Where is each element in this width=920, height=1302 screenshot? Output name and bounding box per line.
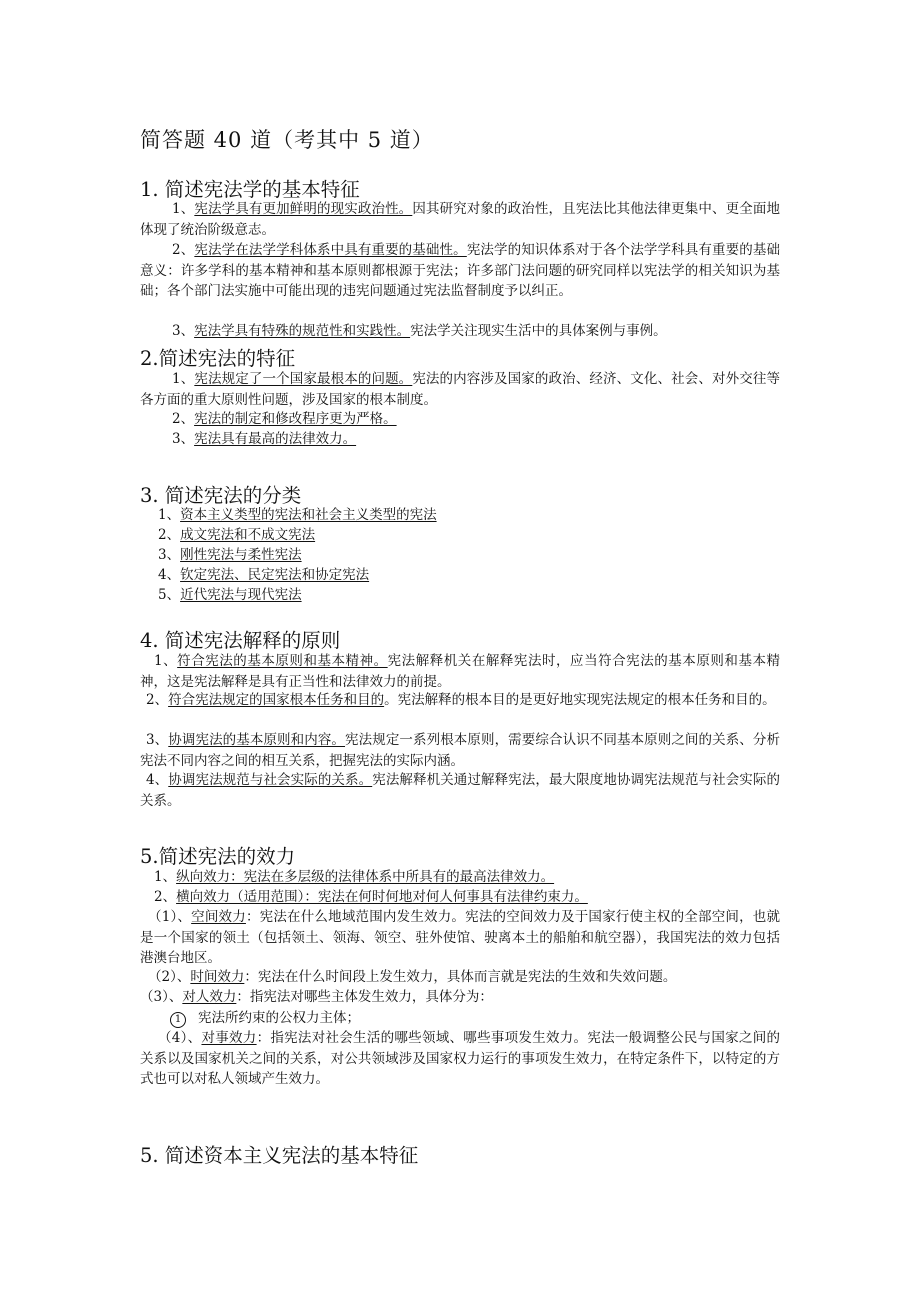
section-2-paragraph-2: 2、宪法的制定和修改程序更为严格。 (172, 411, 397, 427)
underlined-key-point: 宪法的制定和修改程序更为严格。 (194, 411, 397, 427)
temporal-effect-paragraph: （2）、时间效力：宪法在什么时间段上发生效力，具体而言就是宪法的生效和失效问题。 (148, 969, 677, 985)
circled-number-marker: 1 (170, 1012, 186, 1028)
section-1-heading: 1. 简述宪法学的基本特征 (140, 178, 360, 201)
personal-effect-paragraph: （3）、对人效力：指宪法对哪些主体发生效力，具体分为： (140, 989, 493, 1005)
personal-effect-sub-item: 1 宪法所约束的公权力主体； (140, 1008, 780, 1029)
classification-list-item: 3、刚性宪法与柔性宪法 (158, 547, 302, 563)
classification-list-item: 1、资本主义类型的宪法和社会主义类型的宪法 (158, 507, 437, 523)
section-1-paragraph-3: 3、宪法学具有特殊的规范性和实践性。宪法学关注现实生活中的具体案例与事例。 (172, 323, 667, 339)
classification-list-item: 5、近代宪法与现代宪法 (158, 587, 302, 603)
underlined-key-point: 时间效力 (190, 969, 245, 985)
classification-list-item: 4、钦定宪法、民定宪法和协定宪法 (158, 567, 370, 583)
section-6-heading: 5. 简述资本主义宪法的基本特征 (140, 1144, 419, 1167)
underlined-key-point: 纵向效力：宪法在多层级的法律体系中所具有的最高法律效力。 (176, 869, 555, 885)
underlined-key-point: 协调宪法的基本原则和内容。 (168, 732, 346, 748)
underlined-key-point: 协调宪法规范与社会实际的关系。 (168, 772, 373, 788)
section-3-heading: 3. 简述宪法的分类 (140, 484, 302, 507)
underlined-key-point: 宪法学具有特殊的规范性和实践性。 (194, 323, 411, 339)
underlined-key-point: 宪法规定了一个国家最根本的问题。 (194, 371, 413, 387)
section-5-heading: 5.简述宪法的效力 (140, 845, 296, 868)
section-4-heading: 4. 简述宪法解释的原则 (140, 629, 341, 652)
underlined-key-point: 横向效力（适用范围）：宪法在何时何地对何人何事具有法律约束力。 (176, 889, 588, 905)
underlined-key-point: 符合宪法的基本原则和基本精神。 (177, 653, 388, 669)
underlined-key-point: 宪法具有最高的法律效力。 (194, 431, 357, 447)
underlined-key-point: 符合宪法规定的国家根本任务和目的 (168, 692, 385, 708)
underlined-key-point: 对人效力 (182, 989, 237, 1005)
underlined-key-point: 对事效力 (201, 1030, 257, 1046)
section-4-paragraph-4: 4、协调宪法规范与社会实际的关系。宪法解释机关通过解释宪法，最大限度地协调宪法规范与社会实际的关系。 (140, 772, 780, 809)
section-5-paragraph-2: 2、横向效力（适用范围）：宪法在何时何地对何人何事具有法律约束力。 (154, 889, 588, 905)
section-1-paragraph-2: 2、宪法学在法学学科体系中具有重要的基础性。宪法学的知识体系对于各个法学学科具有重要的基础意义：许多学科的基本精神和基本原则都根源于宪法；许多部门法问题的研究同样以宪法学的相关知识为基础；各个部门法实施中可能出现的违宪问题通过宪法监督制度予以纠正。 (140, 242, 781, 299)
section-2-heading: 2.简述宪法的特征 (140, 347, 296, 370)
section-4-paragraph-3: 3、协调宪法的基本原则和内容。宪法规定一系列根本原则，需要综合认识不同基本原则之间的关系、分析宪法不同内容之间的相互关系，把握宪法的实际内涵。 (140, 732, 780, 769)
document-title: 简答题 40 道（考其中 5 道） (140, 128, 434, 152)
section-1-paragraph-1: 1、宪法学具有更加鲜明的现实政治性。因其研究对象的政治性，且宪法比其他法律更集中、更全面地体现了统治阶级意志。 (140, 201, 781, 238)
classification-list-item: 2、成文宪法和不成文宪法 (158, 527, 316, 543)
section-2-paragraph-1: 1、宪法规定了一个国家最根本的问题。宪法的内容涉及国家的政治、经济、文化、社会、对外交往等各方面的重大原则性问题，涉及国家的根本制度。 (140, 371, 781, 408)
subject-matter-effect-paragraph: （4）、对事效力：指宪法对社会生活的哪些领域、哪些事项发生效力。宪法一般调整公民与国家之间的关系以及国家机关之间的关系，对公共领域涉及国家权力运行的事项发生效力，在特定条件下，以特定的方式也可以对私人领域产生效力。 (140, 1030, 780, 1087)
underlined-key-point: 空间效力 (191, 909, 246, 925)
section-4-paragraph-2: 2、符合宪法规定的国家根本任务和目的。宪法解释的根本目的是更好地实现宪法规定的根本任务和目的。 (146, 692, 776, 708)
section-2-paragraph-3: 3、宪法具有最高的法律效力。 (172, 431, 357, 447)
underlined-key-point: 宪法学在法学学科体系中具有重要的基础性。 (194, 242, 467, 258)
spatial-effect-paragraph: （1）、空间效力：宪法在什么地域范围内发生效力。宪法的空间效力及于国家行使主权的全部空间，也就是一个国家的领土（包括领土、领海、领空、驻外使馆、驶离本土的船舶和航空器），我国宪法的效力包括港澳台地区。 (140, 909, 781, 966)
underlined-key-point: 宪法学具有更加鲜明的现实政治性。 (194, 201, 413, 217)
section-4-paragraph-1: 1、符合宪法的基本原则和基本精神。宪法解释机关在解释宪法时，应当符合宪法的基本原则和基本精神，这是宪法解释是具有正当性和法律效力的前提。 (140, 653, 781, 690)
section-5-paragraph-1: 1、纵向效力：宪法在多层级的法律体系中所具有的最高法律效力。 (154, 869, 555, 885)
